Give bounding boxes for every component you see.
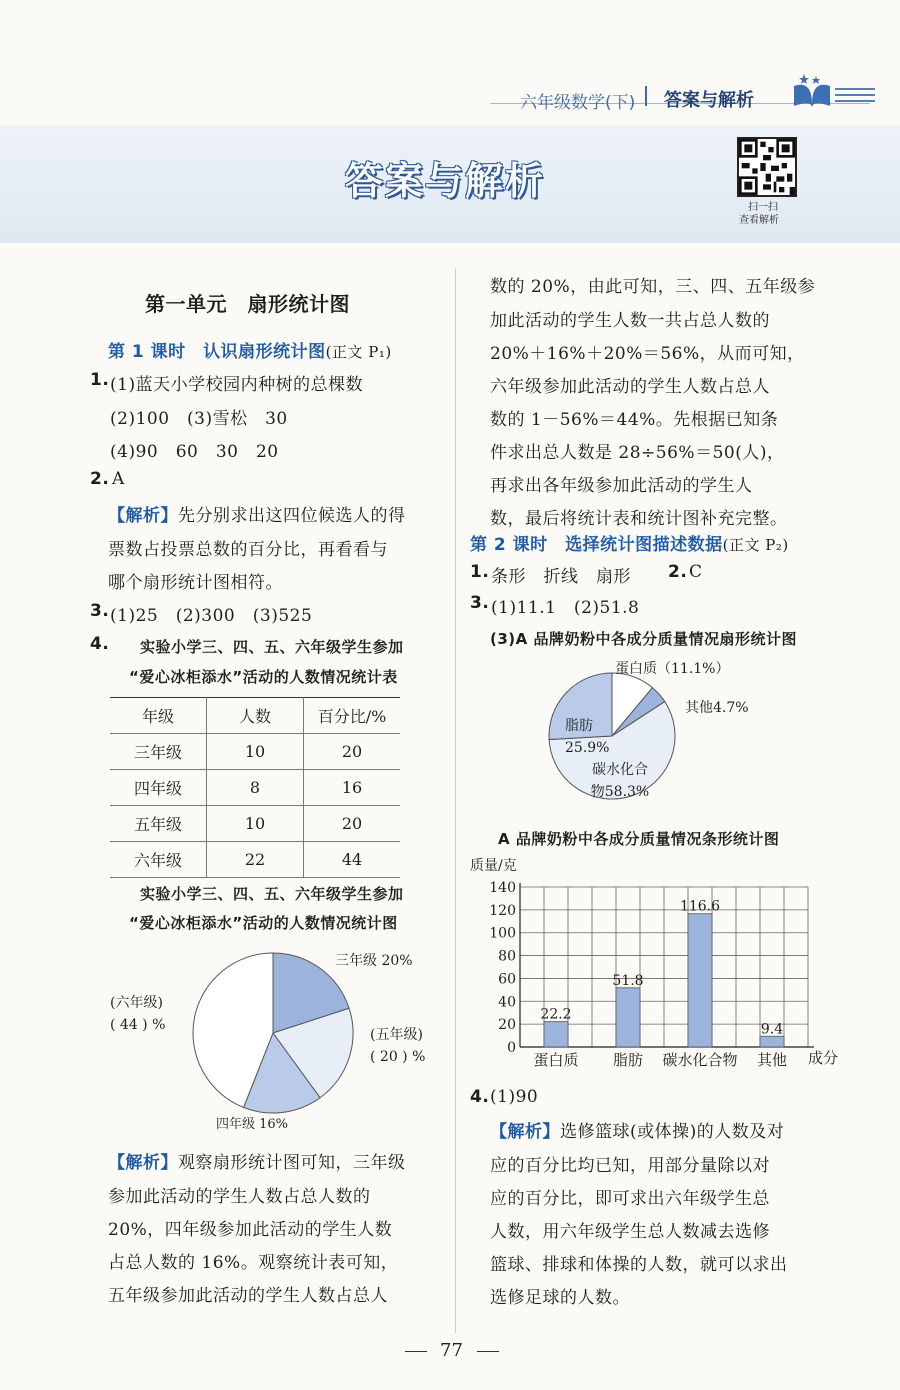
explanation-line: 应的百分比，即可求出六年级学生总 — [490, 1189, 770, 1209]
table-row — [110, 842, 400, 878]
bar — [616, 988, 640, 1047]
table-cell: 44 — [304, 842, 401, 878]
answer-line: (1)25 (2)300 (3)525 — [110, 606, 313, 626]
open-book-icon — [790, 72, 834, 110]
pie-slice-label: 碳水化合 — [592, 762, 648, 778]
y-tick-label: 0 — [507, 1040, 516, 1056]
lesson-title: 第 1 课时 认识扇形统计图 — [108, 342, 326, 362]
table-row — [110, 734, 400, 770]
statistics-table — [110, 697, 400, 878]
question-number: 2. — [90, 469, 110, 489]
explanation-line: 篮球、排球和体操的人数，就可以求出 — [490, 1255, 788, 1275]
nutrient-pie-chart — [520, 650, 800, 800]
bar-value-label: 9.4 — [760, 1021, 784, 1038]
table-caption: 实验小学三、四、五、六年级学生参加 — [140, 638, 404, 656]
explanation-line: 数的 20%，由此可知，三、四、五年级参 — [490, 277, 816, 297]
answer-line: 条形 折线 扇形 — [491, 567, 631, 587]
qr-caption-sub: 查看解析 — [739, 215, 779, 226]
explanation-label: 【解析】 — [108, 1153, 178, 1173]
table-header: 年级 — [110, 698, 207, 734]
unit-title: 第一单元 扇形统计图 — [145, 292, 350, 316]
nutrient-bar-chart — [470, 850, 840, 1080]
column-divider — [455, 268, 456, 1333]
pie-slice-label: 三年级 20% — [335, 953, 413, 969]
explanation-line: 哪个扇形统计图相符。 — [108, 573, 283, 593]
table-row — [110, 806, 400, 842]
lesson-page-ref: (正文 P₁) — [325, 343, 392, 361]
bar-value-label: 22.2 — [540, 1006, 572, 1023]
answer-line: (2)100 (3)雪松 30 — [110, 409, 288, 429]
explanation-line: 【解析】先分别求出这四位候选人的得 — [108, 506, 406, 526]
question-number: 1. — [90, 370, 110, 390]
pie-slice-label: 物58.3% — [590, 784, 650, 800]
explanation-line: 占总人数的 16%。观察统计表可知， — [108, 1253, 399, 1273]
x-tick-label: 蛋白质 — [533, 1051, 579, 1069]
page-number-dash — [405, 1351, 427, 1352]
y-tick-label: 20 — [498, 1017, 516, 1034]
y-tick-label: 80 — [498, 948, 516, 965]
pie-slice-label: 其他4.7% — [685, 700, 749, 716]
pie-slice-label: 25.9% — [565, 740, 610, 756]
question-number: 1. — [470, 562, 490, 582]
explanation-line: 数，最后将统计表和统计图补充完整。 — [490, 509, 788, 529]
bar — [760, 1036, 784, 1047]
question-number: 4. — [90, 634, 110, 654]
table-cell: 8 — [207, 770, 304, 806]
pie-slice-label: ( 44 ) % — [110, 1017, 166, 1033]
table-row — [110, 770, 400, 806]
chart-caption: (3)A 品牌奶粉中各成分质量情况扇形统计图 — [490, 630, 797, 648]
answer-line: (1)90 — [490, 1087, 539, 1107]
explanation-line: 票数占投票总数的百分比，再看看与 — [108, 540, 388, 560]
chart-caption: 实验小学三、四、五、六年级学生参加 — [140, 885, 404, 903]
y-axis-label: 质量/克 — [470, 858, 517, 874]
y-tick-label: 120 — [489, 902, 516, 919]
question-number: 4. — [470, 1087, 490, 1107]
question-number: 3. — [470, 593, 490, 613]
x-tick-label: 其他 — [756, 1051, 788, 1069]
table-cell: 20 — [304, 734, 401, 770]
explanation-line: 数的 1－56%＝44%。先根据已知条 — [490, 410, 779, 430]
y-tick-label: 100 — [489, 925, 516, 942]
chart-caption: “爱心冰柜添水”活动的人数情况统计图 — [129, 914, 398, 932]
chart-caption: A 品牌奶粉中各成分质量情况条形统计图 — [498, 830, 780, 848]
table-header: 百分比/% — [304, 698, 401, 734]
table-header-row — [110, 698, 400, 734]
grade-pie-chart — [80, 935, 450, 1135]
y-tick-label: 40 — [498, 994, 516, 1011]
table-cell: 三年级 — [110, 734, 207, 770]
pie-slice-label: (五年级) — [370, 1027, 423, 1043]
table-cell: 10 — [207, 734, 304, 770]
explanation-label: 【解析】 — [108, 506, 178, 526]
table-caption: “爱心冰柜添水”活动的人数情况统计表 — [129, 668, 398, 686]
answer-line: A — [112, 469, 125, 489]
qr-code-icon[interactable] — [737, 137, 797, 197]
explanation-line: 【解析】观察扇形统计图可知，三年级 — [108, 1153, 406, 1173]
explanation-line: 选修足球的人数。 — [490, 1288, 630, 1308]
explanation-line: 20%，四年级参加此活动的学生人数 — [108, 1220, 393, 1240]
pie-slice-label: 蛋白质（11.1%） — [615, 661, 730, 677]
bar — [544, 1022, 568, 1047]
answer-line: C — [689, 562, 703, 582]
pie-slice-label: 四年级 16% — [215, 1117, 289, 1132]
y-tick-label: 140 — [489, 880, 516, 896]
table-cell: 22 — [207, 842, 304, 878]
question-number: 2. — [668, 562, 688, 582]
bar-value-label: 51.8 — [612, 972, 644, 989]
answer-line: (1)11.1 (2)51.8 — [491, 598, 640, 618]
explanation-line: 【解析】选修篮球(或体操)的人数及对 — [490, 1122, 785, 1142]
explanation-line: 人数，用六年级学生总人数减去选修 — [490, 1222, 770, 1242]
bar — [688, 914, 712, 1047]
header-book-title: 六年级数学(下) — [520, 93, 636, 113]
page-number: 77 — [440, 1340, 463, 1361]
table-header: 人数 — [207, 698, 304, 734]
banner-title: 答案与解析 — [345, 158, 546, 203]
x-tick-label: 脂肪 — [612, 1051, 644, 1069]
explanation-line: 20%＋16%＋20%＝56%，从而可知， — [490, 344, 805, 364]
header-section-title: 答案与解析 — [664, 90, 754, 111]
table-cell: 16 — [304, 770, 401, 806]
x-tick-label: 碳水化合物 — [662, 1051, 738, 1069]
explanation-line: 五年级参加此活动的学生人数占总人 — [108, 1286, 388, 1306]
table-cell: 四年级 — [110, 770, 207, 806]
explanation-line: 再求出各年级参加此活动的学生人 — [490, 476, 753, 496]
lesson-heading — [470, 530, 789, 555]
header-separator — [645, 86, 647, 106]
lesson-heading — [108, 337, 392, 362]
explanation-line: 参加此活动的学生人数占总人数的 — [108, 1187, 371, 1207]
x-axis-label: 成分 — [807, 1049, 838, 1067]
question-number: 3. — [90, 601, 110, 621]
table-cell: 10 — [207, 806, 304, 842]
explanation-line: 六年级参加此活动的学生人数占总人 — [490, 377, 770, 397]
explanation-line: 应的百分比均已知，用部分量除以对 — [490, 1156, 770, 1176]
y-tick-label: 60 — [498, 971, 516, 988]
page-number-dash — [477, 1351, 499, 1352]
pie-slice-label: 脂肪 — [565, 718, 593, 734]
qr-caption: 扫一扫 — [748, 202, 778, 213]
answer-line: (4)90 60 30 20 — [110, 442, 279, 462]
table-cell: 六年级 — [110, 842, 207, 878]
answer-line: (1)蓝天小学校园内种树的总棵数 — [110, 375, 364, 395]
explanation-label: 【解析】 — [490, 1122, 560, 1142]
table-cell: 20 — [304, 806, 401, 842]
pie-slice-label: ( 20 ) % — [370, 1049, 426, 1065]
lesson-page-ref: (正文 P₂) — [722, 536, 789, 554]
explanation-line: 件求出总人数是 28÷56%＝50(人)， — [490, 443, 785, 463]
pie-slice-label: (六年级) — [110, 995, 163, 1011]
table-cell: 五年级 — [110, 806, 207, 842]
explanation-line: 加此活动的学生人数一共占总人数的 — [490, 311, 770, 331]
lesson-title: 第 2 课时 选择统计图描述数据 — [470, 535, 723, 555]
bar-value-label: 116.6 — [679, 898, 721, 915]
header-decorative-lines — [835, 88, 875, 106]
